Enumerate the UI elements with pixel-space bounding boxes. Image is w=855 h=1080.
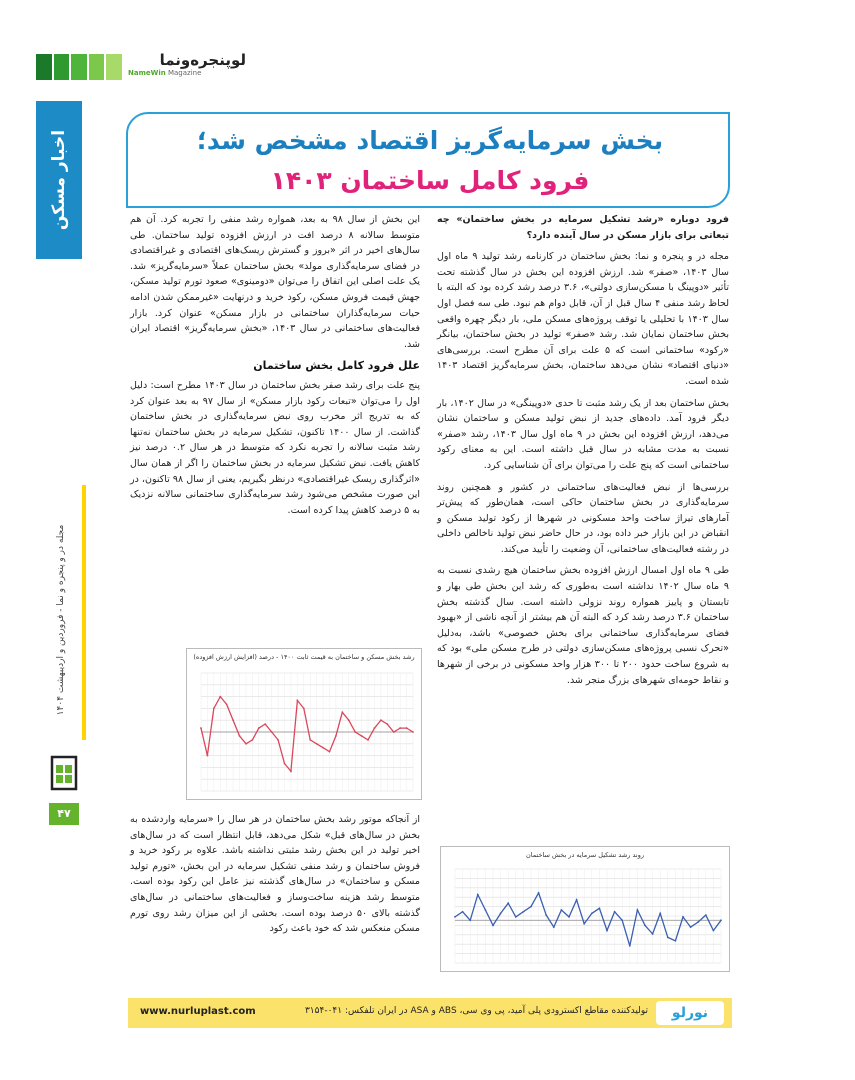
data-point (576, 899, 578, 901)
series-line (201, 697, 413, 772)
data-point (629, 945, 631, 947)
data-point (591, 913, 593, 915)
data-point (277, 739, 279, 741)
data-point (637, 909, 639, 911)
color-bar (54, 54, 70, 80)
data-point (309, 739, 311, 741)
paragraph: مجله در و پنجره و نما: بخش ساختمان در کارنامه رشد تولید ۹ ماه اول سال ۱۴۰۳، «صفر» شد. ارزش افزوده این بخش در سال گذشته تحت تأثیر «دوپینگ با مسکن‌سازی دولتی»، ۳.۶ درصد رشد کرده بود که البته با لحاظ رشد منفی ۴ سال قبل از آن، قابل دوام هم نبود. طی سه فصل اول سال ۱۴۰۳ با تحلیلی یا توقف پروژه‌های مسکن ملی، بار دیگر چهره واقعی بخش ساختمان نمایان شد. رشد «صفر» تولید در بخش ساختمان، بیانگر «رکود» ساختمانی است که ۵ علت برای آن مطرح است. بررسی‌های «دنیای اقتصاد» نشان می‌دهد ساختمان، بخش سرمایه‌گریز اقتصاد ۱۴۰۳ شده است. (437, 251, 729, 387)
data-point (652, 933, 654, 935)
footer-ad-strip (128, 998, 732, 1028)
article-subtitle: فرود کامل ساختمان ۱۴۰۳ (270, 166, 590, 195)
window-icon (50, 755, 78, 791)
data-point (406, 727, 408, 729)
color-bar (106, 54, 122, 80)
section-band (36, 101, 82, 259)
data-point (374, 727, 376, 729)
data-point (335, 735, 337, 737)
footer-url[interactable]: www.nurluplast.com (140, 1006, 256, 1017)
paragraph: از آنجاکه موتور رشد بخش ساختمان در هر سال را «سرمایه واردشده به بخش در سال‌های قبل» شکل می‌دهد، قابل انتظار است که در سال‌های اخیر تولید در این بخش رشد مثبتی نداشته باشد. علاوه بر رکود خرید و فروش ساختمان و رشد منفی تشکیل سرمایه در این بخش، «تورم تولید مسکن و ساختمان» در سال‌های گذشته نیز عامل این رکود بوده است. متوسط رشد هزینه ساخت‌وساز و فعالیت‌های ساختمانی در سال‌های گذشته بالای ۵۰ درصد بوده است. بخشی از این میزان رشد روی تورم مسکن منعکس شد که خود باعث رکود (130, 814, 420, 935)
right-column (437, 212, 729, 842)
footer-text: تولیدکننده مقاطع اکسترودی پلی آمید، پی وی سی، ABS و ASA در ایران تلفکس: ۰۴۱-۳۱۵۴ (304, 1006, 648, 1016)
data-point (219, 696, 221, 698)
data-point (251, 739, 253, 741)
data-point (507, 902, 509, 904)
section-label: اخبار مسکن (49, 129, 69, 231)
data-point (454, 916, 456, 918)
data-point (296, 700, 298, 702)
series-line (455, 893, 721, 946)
chart-capital-formation (440, 846, 730, 972)
data-point (393, 731, 395, 733)
data-point (599, 907, 601, 909)
data-point (469, 919, 471, 921)
data-point (264, 723, 266, 725)
data-point (545, 914, 547, 916)
side-accent-line (82, 485, 86, 740)
chart-construction-growth (186, 648, 422, 800)
data-point (530, 906, 532, 908)
color-bar (89, 54, 105, 80)
data-point (271, 731, 273, 733)
data-point (644, 925, 646, 927)
masthead (36, 52, 246, 82)
data-point (583, 923, 585, 925)
paragraph: طی ۹ ماه اول امسال ارزش افزوده بخش ساختمان هیچ رشدی نسبت به ۹ ماه سال ۱۴۰۲ نداشته است به‌طوری که رشد این بخش طی بهار و تابستان و پاییز همواره روند نزولی داشته است. سال گذشته بخش ساختمان ۳.۶ درصد رشد کرد که البته آن هم بیشتر از آنچه ناشی از «بهبود فضای سرمایه‌گذاری ساختمانی برای بخش خصوصی» باشد، به‌دلیل «تحرک نسبی پروژه‌های مسکن‌سازی دولتی در طرح مسکن ملی» بود که به شروع ساخت حدود ۲۰۰ تا ۳۰۰ هزار واحد مسکونی در برخی از شهرها و نقاط حومه‌ای شهرهای بزرگ منجر شد. (437, 565, 730, 686)
data-point (226, 704, 228, 706)
sub-brand: NameWin (128, 69, 166, 77)
section-heading: علل فرود کامل بخش ساختمان (253, 359, 420, 373)
data-point (720, 919, 722, 921)
data-point (412, 731, 414, 733)
chart-plot (187, 667, 421, 799)
data-point (690, 926, 692, 928)
data-point (245, 743, 247, 745)
data-point (500, 913, 502, 915)
data-point (239, 735, 241, 737)
data-point (386, 723, 388, 725)
data-point (303, 708, 305, 710)
magazine-subtitle (128, 68, 246, 78)
paragraph: بخش ساختمان بعد از یک رشد مثبت تا حدی «دوپینگی» در سال ۱۴۰۲، بار دیگر فرود آمد. داده‌های جدید از نبض تولید مسکن و ساختمان نشان می‌دهد، ارزش افزوده این بخش در ۹ ماه اول سال ۱۴۰۳، رشد «صفر» نسبت به مدت مشابه در سال قبل داشته است. این به معنای رکود ساختمانی است که پنج علت را می‌توان برای آن شناسایی کرد. (437, 397, 729, 471)
data-point (329, 751, 331, 753)
data-point (322, 747, 324, 749)
data-point (515, 916, 517, 918)
side-caption: مجله در و پنجره و نما - فروردین و اردیبهشت ۱۴۰۴ (56, 524, 66, 716)
data-point (354, 731, 356, 733)
data-point (477, 894, 479, 896)
data-point (367, 739, 369, 741)
data-point (659, 913, 661, 915)
masthead-color-bars (36, 54, 122, 80)
data-point (258, 727, 260, 729)
magazine-title: لوپنجره‌ونما (159, 51, 246, 69)
data-point (553, 926, 555, 928)
data-point (568, 916, 570, 918)
article-title-box (126, 112, 730, 208)
data-point (361, 735, 363, 737)
data-point (207, 755, 209, 757)
data-point (697, 921, 699, 923)
data-point (200, 727, 202, 729)
data-point (713, 930, 715, 932)
data-point (667, 936, 669, 938)
data-point (213, 708, 215, 710)
data-point (492, 925, 494, 927)
data-point (523, 911, 525, 913)
data-point (682, 916, 684, 918)
data-point (621, 919, 623, 921)
chart-plot (441, 863, 729, 971)
data-point (561, 909, 563, 911)
paragraph: این بخش از سال ۹۸ به بعد، همواره رشد منفی را تجربه کرد. آن هم متوسط سالانه ۸ درصد افت در ارزش افزوده تولید ساختمان. طی سال‌های اخیر در اثر «بروز و گسترش ریسک‌های اقتصادی و غیراقتصادی در فضای سرمایه‌گذاری مولد» بخش ساختمان عملاً «سرمایه‌گریز» شد. یک علت اصلی این اتفاق را می‌توان «دومینوی» صعود تورم تولید مسکن، جهش قیمت فروش مسکن، رکود خرید و درنهایت «غیرممکن شدن ادامه حیات سرمایه‌گذاران ساختمانی در بازار مسکن» عنوان کرد. بازار فعالیت‌های ساختمانی در سال ۱۴۰۳، «بخش سرمایه‌گریز» اقتصاد ایران شد. (130, 214, 420, 350)
data-point (485, 909, 487, 911)
article-title: بخش سرمایه‌گریز اقتصاد مشخص شد؛ (196, 126, 664, 155)
color-bar (71, 54, 87, 80)
data-point (538, 892, 540, 894)
paragraph: پنج علت برای رشد صفر بخش ساختمان در سال ۱۴۰۳ مطرح است: دلیل اول را می‌توان «تبعات رکود بازار مسکن» از سال ۹۷ به بعد عنوان کرد که به تدریج اثر مخرب روی نبض سرمایه‌گذاری در بخش ساختمان گذاشت. از سال ۱۴۰۰ تاکنون، تشکیل سرمایه در بخش ساختمان نه‌تنها رشد مثبت سالانه را تجربه نکرد که متوسط در هر سال ۰.۲ درصد نیز کاهش یافت. نبض تشکیل سرمایه در بخش ساختمان را اگر از همان سال «اثرگذاری ریسک غیراقتصادی» درنظر بگیریم، یعنی از سال ۹۸ تاکنون، در این صورت مشخص می‌شود رشد سرمایه‌گذاری ساختمانی سالانه نزدیک به ۵ درصد کاهش پیدا کرده است. (130, 379, 420, 516)
page-number: ۴۷ (49, 803, 79, 825)
data-point (462, 911, 464, 913)
paragraph: بررسی‌ها از نبض فعالیت‌های ساختمانی در کشور و همچنین روند سرمایه‌گذاری در بخش ساختمان حاکی است، همان‌طور که پیش‌تر آمارهای تیراژ ساخت واحد مسکونی در شهرها از رکود تولید مسکن و انقباض در این بازار خبر داده بود، در حال حاضر نبض تولید ناخالص داخلی در رشته فعالیت‌های ساختمانی، آن وضعیت را تأیید می‌کند. (437, 481, 729, 555)
data-point (705, 914, 707, 916)
sub-suffix: Magazine (167, 69, 202, 77)
chart-title: رشد بخش مسکن و ساختمان به قیمت ثابت ۱۴۰۰ - درصد (افزایش ارزش افزوده) (193, 653, 415, 661)
data-point (290, 770, 292, 772)
data-point (232, 719, 234, 721)
data-point (284, 763, 286, 765)
data-point (348, 719, 350, 721)
left-column-top (130, 212, 420, 652)
data-point (380, 719, 382, 721)
data-point (606, 930, 608, 932)
footer-logo: نورلو (656, 1001, 724, 1025)
data-point (399, 727, 401, 729)
data-point (614, 911, 616, 913)
data-point (316, 743, 318, 745)
lead-paragraph: فرود دوباره «رشد تشکیل سرمایه در بخش ساختمان» چه تبعاتی برای بازار مسکن در سال آینده دارد؟ (437, 214, 729, 241)
chart-title: روند رشد تشکیل سرمایه در بخش ساختمان (525, 851, 644, 859)
data-point (675, 940, 677, 942)
color-bar (36, 54, 52, 80)
data-point (341, 711, 343, 713)
left-column-bottom (130, 812, 420, 990)
magazine-logo (128, 52, 246, 82)
